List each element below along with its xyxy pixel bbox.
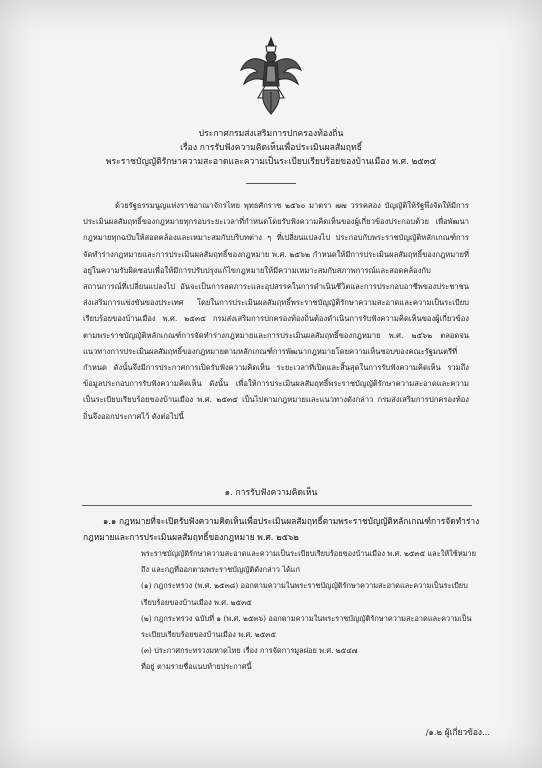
announcement-law-title: พระราชบัญญัติรักษาความสะอาดและความเป็นระเบียบเรียบร้อยของบ้านเมือง พ.ศ. ๒๕๓๕ [105,157,437,167]
list-item: (๑) กฎกระทรวง (พ.ศ. ๒๕๓๘) ออกตามความในพระราชบัญญัติรักษาความสะอาดและความเป็นระเบียบเรียบร้อยของบ้านเมือง พ.ศ. ๒๕๓๕ [141,581,468,607]
preamble-text: ด้วยรัฐธรรมนูญแห่งราชอาณาจักรไทย พุทธศักราช ๒๕๖๐ มาตรา ๗๗ วรรคสอง บัญญัติให้รัฐพึงจัดให้มีการประเมินผลสัมฤทธิ์ของกฎหมายทุกรอบระยะเวลาที่กำหนดโดยรับฟังความคิดเห็นของผู้เกี่ยวข้องประกอบด้วย เพื่อพัฒนากฎหมายทุกฉบับให้สอดคล้องและเหมาะสมกับบริบทต่าง ๆ ที่เปลี่ยนแปลงไป ประกอบกับพระราชบัญญัติหลักเกณฑ์การจัดทำร่างกฎหมายและการประเมินผลสัมฤทธิ์ของกฎหมาย พ.ศ. ๒๕๖๒ กำหนดให้มีการประเมินผลสัมฤทธิ์ของกฎหมายที่อยู่ในความรับผิดชอบเพื่อให้มีการปรับปรุงแก้ไขกฎหมายให้มีความเหมาะสมกับสภาพการณ์และสอดคล้องกับสถานการณ์ที่เปลี่ยนแปลงไป อันจะเป็นการลดภาระและอุปสรรคในการดำเนินชีวิตและการประกอบอาชีพของประชาชน ส่งเสริมการแข่งขันของประเทศ โดยในการประเมินผลสัมฤทธิ์พระราชบัญญัติรักษาความสะอาดและความเป็นระเบียบเรียบร้อยของบ้านเมือง พ.ศ. ๒๕๓๕ กรมส่งเสริมการปกครองท้องถิ่นต้องดำเนินการรับฟังความคิดเห็นของผู้เกี่ยวข้อง ตามพระราชบัญญัติหลักเกณฑ์การจัดทำร่างกฎหมายและการประเมินผลสัมฤทธิ์ของกฎหมาย พ.ศ. ๒๕๖๒ ตลอดจนแนวทางการประเมินผลสัมฤทธิ์ของกฎหมายตามหลักเกณฑ์การพัฒนากฎหมายโดยความเห็นชอบของคณะรัฐมนตรีที่กำหนด ดังนั้นจึงมีการประกาศการเปิดรับฟังความคิดเห็น ระยะเวลาที่เปิดและสิ้นสุดในการรับฟังความคิดเห็น รวมถึงข้อมูลประกอบการรับฟังความคิดเห็น ดังนั้น เพื่อให้การประเมินผลสัมฤทธิ์พระราชบัญญัติรักษาความสะอาดและความเป็นระเบียบเรียบร้อยของบ้านเมือง พ.ศ. ๒๕๓๕ เป็นไปตามกฎหมายและแนวทางดังกล่าว กรมส่งเสริมการปกครองท้องถิ่นจึงออกประกาศไว้ ดังต่อไปนี้ [83,201,469,421]
header-divider [246,183,296,184]
announcement-agency: ประกาศกรมส่งเสริมการปกครองท้องถิ่น [198,129,344,139]
list-item: (๒) กฎกระทรวง ฉบับที่ ๑ (พ.ศ. ๒๕๓๖) ออกตามความในพระราชบัญญัติรักษาความสะอาดและความเป็นระเบียบเรียบร้อยของบ้านเมือง พ.ศ. ๒๕๓๕ [141,613,472,640]
next-page-marker: /๑.๒ ผู้เกี่ยวข้อง... [425,727,490,737]
subsection-heading-text: ๑.๑ กฎหมายที่จะเปิดรับฟังความคิดเห็นเพื่อประเมินผลสัมฤทธิ์ตามพระราชบัญญัติหลักเกณฑ์การจัดทำร่างกฎหมายและการประเมินผลสัมฤทธิ์ของกฎหมาย พ.ศ. ๒๕๖๒ [83,516,480,542]
subsection-heading [83,513,483,545]
list-item: (๓) ประกาศกระทรวงมหาดไทย เรื่อง การจัดการมูลฝอย พ.ศ. ๒๕๔๗ [141,646,358,656]
list-item: ที่อยู่ ตามรายชื่อแนบท้ายประกาศนี้ [141,662,252,672]
preamble-paragraph [83,198,469,425]
law-list [83,546,483,676]
section-divider [82,505,472,506]
law-line: พระราชบัญญัติรักษาความสะอาดและความเป็นระเบียบเรียบร้อยของบ้านเมือง พ.ศ. ๒๕๓๕ และให้ใช้หมายถึง และกฎที่ออกตามพระราชบัญญัติดังกล่าว ได้แก่ [141,549,477,575]
garuda-emblem-icon [238,36,304,116]
announcement-subject: เรื่อง การรับฟังความคิดเห็นเพื่อประเมินผลสัมฤทธิ์ [180,143,362,153]
section-title: ๑. การรับฟังความคิดเห็น [224,488,318,498]
